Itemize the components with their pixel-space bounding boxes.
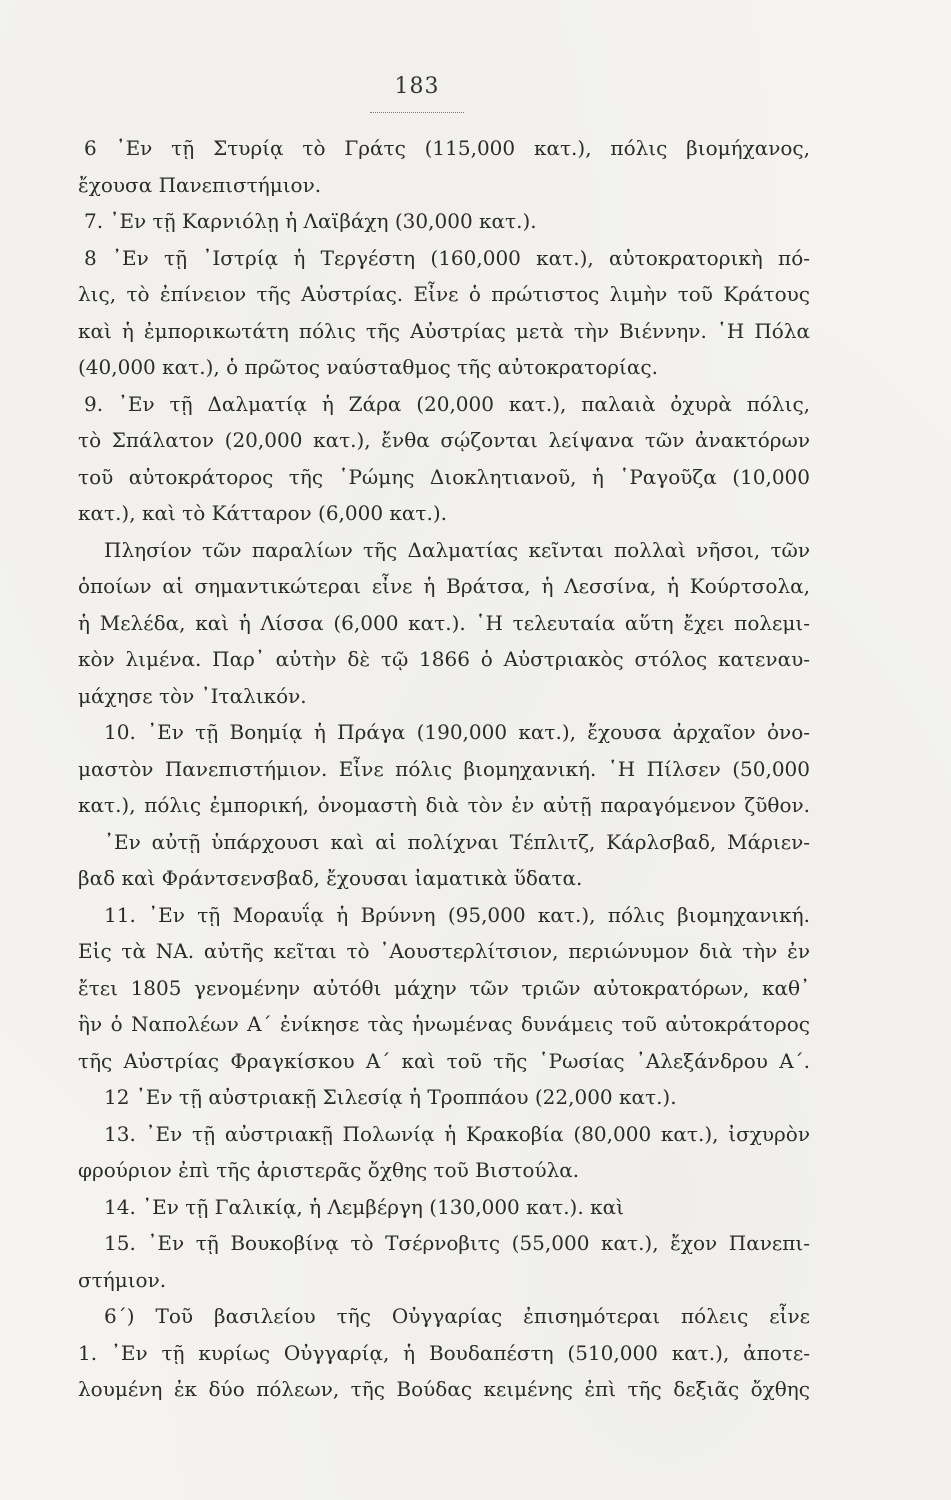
text-line: (40,000 κατ.), ὁ πρῶτος ναύσταθμος τῆς αὐτοκρατορίας. [78, 355, 658, 379]
text-line: 8 ᾿Εν τῇ ᾿Ιστρίᾳ ἡ Τεργέστη (160,000 κατ.), αὐτοκρατορικὴ πό- [84, 245, 810, 270]
text-line: τοῦ αὐτοκράτορος τῆς ῾Ρώμης Διοκλητιανοῦ, ἡ ῾Ραγοῦζα (10,000 [78, 464, 810, 489]
text-line: στήμιον. [78, 1267, 167, 1292]
text-line: βαδ καὶ Φράντσενσβαδ, ἔχουσαι ἰαματικὰ ὕδατα. [78, 866, 583, 890]
text-line: 11. ᾿Εν τῇ Μοραυΐᾳ ἡ Βρύννη (95,000 κατ.), πόλις βιομηχανική. [104, 902, 810, 927]
text-line: καὶ ἡ ἐμπορικωτάτη πόλις τῆς Αὐστρίας μετὰ τὴν Βιέννην. ῾Η Πόλα [78, 318, 810, 343]
text-line: ᾿Εν αὐτῇ ὑπάρχουσι καὶ αἱ πολίχναι Τέπλιτζ, Κάρλσβαδ, Μάριεν- [104, 829, 810, 854]
text-line: ὁποίων αἱ σημαντικώτεραι εἶνε ἡ Βράτσα, ἡ Λεσσίνα, ἡ Κούρτσολα, [78, 574, 810, 598]
text-line: μαστὸν Πανεπιστήμιον. Εἶνε πόλις βιομηχανική. ῾Η Πίλσεν (50,000 [78, 756, 810, 781]
text-line: λουμένη ἐκ δύο πόλεων, τῆς Βούδας κειμένης ἐπὶ τῆς δεξιᾶς ὄχθης [78, 1377, 810, 1401]
text-line: τῆς Αὐστρίας Φραγκίσκου Α΄ καὶ τοῦ τῆς ῾Ρωσίας ᾿Αλεξάνδρου Α΄. [78, 1048, 810, 1073]
text-line: ἣν ὁ Ναπολέων Α΄ ἐνίκησε τὰς ἡνωμένας δυνάμεις τοῦ αὐτοκράτορος [78, 1012, 810, 1036]
text-line: 7. ᾿Εν τῇ Καρνιόλῃ ἡ Λαϊβάχη (30,000 κατ.). [84, 209, 537, 233]
text-line: 14. ᾿Εν τῇ Γαλικίᾳ, ἡ Λεμβέργη (130,000 κατ.). καὶ [104, 1194, 624, 1219]
text-line: 10. ᾿Εν τῇ Βοημίᾳ ἡ Πράγα (190,000 κατ.), ἔχουσα ἀρχαῖον ὀνο- [104, 720, 810, 744]
text-line: λις, τὸ ἐπίνειον τῆς Αὐστρίας. Εἶνε ὁ πρώτιστος λιμὴν τοῦ Κράτους [78, 282, 810, 306]
text-line: Πλησίον τῶν παραλίων τῆς Δαλματίας κεῖνται πολλαὶ νῆσοι, τῶν [104, 537, 810, 562]
text-line: κατ.), καὶ τὸ Κάτταρον (6,000 κατ.). [78, 501, 448, 525]
page-number: 183 [394, 74, 440, 99]
text-line: 13. ᾿Εν τῇ αὐστριακῇ Πολωνίᾳ ἡ Κρακοβία (80,000 κατ.), ἰσχυρὸν [104, 1121, 810, 1146]
body-text [78, 130, 810, 1408]
text-line: 12 ᾿Εν τῇ αὐστριακῇ Σιλεσίᾳ ἡ Τροππάου (22,000 κατ.). [104, 1085, 677, 1109]
text-line: 9. ᾿Εν τῇ Δαλματίᾳ ἡ Ζάρα (20,000 κατ.), παλαιὰ ὀχυρὰ πόλις, [84, 391, 810, 416]
text-line: ἔτει 1805 γενομένην αὐτόθι μάχην τῶν τριῶν αὐτοκρατόρων, καθ᾿ [78, 975, 810, 1000]
text-line: κατ.), πόλις ἐμπορική, ὀνομαστὴ διὰ τὸν ἐν αὐτῇ παραγόμενον ζῦθον. [78, 793, 810, 817]
text-line: 6 ᾿Εν τῇ Στυρίᾳ τὸ Γράτς (115,000 κατ.), πόλις βιομήχανος, [84, 136, 810, 160]
page-number-rule [370, 112, 464, 113]
text-line: Εἰς τὰ ΝΑ. αὐτῆς κεῖται τὸ ᾿Αουστερλίτσιον, περιώνυμον διὰ τὴν ἐν [78, 939, 810, 963]
text-line: κὸν λιμένα. Παρ᾿ αὐτὴν δὲ τῷ 1866 ὁ Αὐστριακὸς στόλος κατεναυ- [78, 647, 810, 671]
text-line: φρούριον ἐπὶ τῆς ἀριστερᾶς ὄχθης τοῦ Βιστούλα. [78, 1158, 580, 1182]
text-line: 15. ᾿Εν τῇ Βουκοβίνᾳ τὸ Τσέρνοβιτς (55,000 κατ.), ἔχον Πανεπι- [104, 1231, 810, 1255]
text-line: 6΄) Τοῦ βασιλείου τῆς Οὐγγαρίας ἐπισημότεραι πόλεις εἶνε [104, 1304, 810, 1328]
text-line: ἔχουσα Πανεπιστήμιον. [78, 172, 322, 197]
text-line: τὸ Σπάλατον (20,000 κατ.), ἔνθα σῴζονται λείψανα τῶν ἀνακτόρων [78, 428, 810, 452]
text-line: ἡ Μελέδα, καὶ ἡ Λίσσα (6,000 κατ.). ῾Η τελευταία αὕτη ἔχει πολεμι- [78, 610, 810, 635]
text-line: μάχησε τὸν ᾿Ιταλικόν. [78, 683, 307, 708]
text-line: 1. ᾿Εν τῇ κυρίως Οὐγγαρίᾳ, ἡ Βουδαπέστη (510,000 κατ.), ἀποτε- [78, 1340, 810, 1365]
